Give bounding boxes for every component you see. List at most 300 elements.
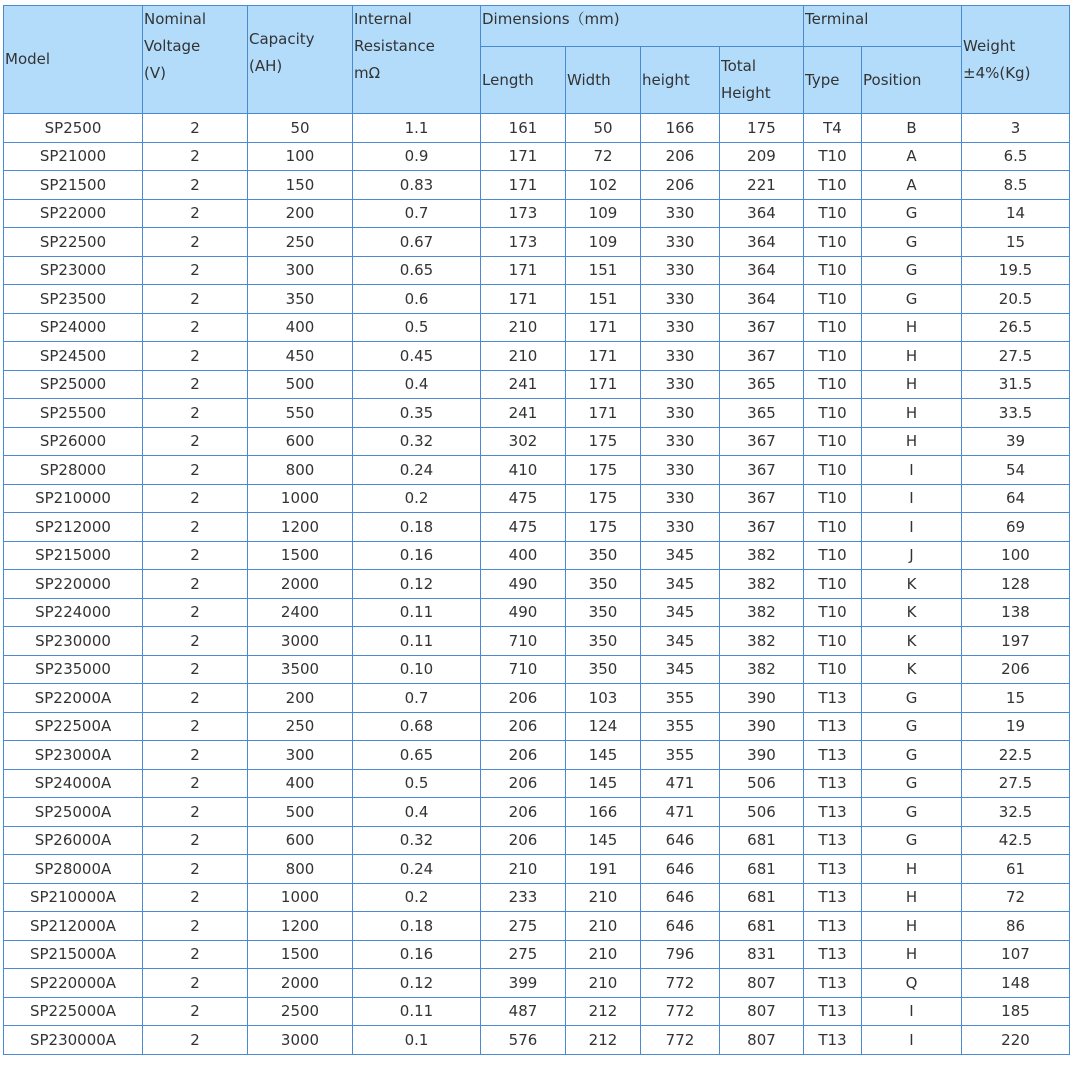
cell-nominal-voltage: 2: [143, 855, 248, 884]
table-row: [4, 741, 1070, 770]
cell-terminal-type: T10: [804, 256, 862, 285]
cell-total-height: 506: [720, 798, 804, 827]
header-internal-resistance: Internal Resistance mΩ: [353, 6, 481, 114]
cell-nominal-voltage: 2: [143, 456, 248, 485]
cell-model: SP22500: [4, 228, 143, 257]
cell-total-height: 681: [720, 883, 804, 912]
table-row: [4, 142, 1070, 171]
header-capacity: Capacity (AH): [248, 6, 353, 114]
cell-model: SP2500: [4, 114, 143, 143]
cell-internal-resistance: 0.7: [353, 199, 481, 228]
cell-length: 206: [481, 798, 566, 827]
cell-total-height: 681: [720, 912, 804, 941]
cell-height: 330: [641, 399, 720, 428]
cell-height: 471: [641, 769, 720, 798]
header-terminal: Terminal: [804, 6, 962, 47]
cell-terminal-position: G: [862, 798, 962, 827]
cell-length: 302: [481, 427, 566, 456]
cell-terminal-position: G: [862, 712, 962, 741]
cell-model: SP25000: [4, 370, 143, 399]
cell-height: 345: [641, 655, 720, 684]
cell-length: 241: [481, 370, 566, 399]
header-length: Length: [481, 47, 566, 114]
cell-width: 151: [566, 256, 641, 285]
cell-nominal-voltage: 2: [143, 1026, 248, 1055]
cell-terminal-position: G: [862, 684, 962, 713]
cell-height: 330: [641, 199, 720, 228]
table-header: [4, 6, 1070, 114]
cell-height: 330: [641, 256, 720, 285]
cell-model: SP230000: [4, 627, 143, 656]
table-row: [4, 456, 1070, 485]
cell-terminal-position: B: [862, 114, 962, 143]
cell-total-height: 367: [720, 427, 804, 456]
cell-internal-resistance: 0.11: [353, 997, 481, 1026]
cell-width: 191: [566, 855, 641, 884]
table-row: [4, 684, 1070, 713]
cell-capacity: 250: [248, 712, 353, 741]
cell-internal-resistance: 0.35: [353, 399, 481, 428]
cell-width: 166: [566, 798, 641, 827]
cell-model: SP210000: [4, 484, 143, 513]
cell-terminal-type: T10: [804, 285, 862, 314]
cell-terminal-type: T10: [804, 199, 862, 228]
cell-model: SP24500: [4, 342, 143, 371]
cell-width: 50: [566, 114, 641, 143]
cell-terminal-type: T10: [804, 484, 862, 513]
cell-total-height: 364: [720, 256, 804, 285]
header-model: Model: [4, 6, 143, 114]
cell-nominal-voltage: 2: [143, 997, 248, 1026]
cell-total-height: 364: [720, 199, 804, 228]
cell-internal-resistance: 0.24: [353, 456, 481, 485]
cell-weight: 26.5: [962, 313, 1070, 342]
cell-width: 145: [566, 741, 641, 770]
cell-capacity: 1500: [248, 940, 353, 969]
cell-terminal-type: T10: [804, 142, 862, 171]
cell-capacity: 2000: [248, 570, 353, 599]
cell-nominal-voltage: 2: [143, 826, 248, 855]
cell-width: 212: [566, 1026, 641, 1055]
cell-total-height: 807: [720, 969, 804, 998]
table-row: [4, 570, 1070, 599]
table-row: [4, 997, 1070, 1026]
cell-terminal-position: G: [862, 769, 962, 798]
header-terminal-type: Type: [804, 47, 862, 114]
cell-internal-resistance: 0.11: [353, 598, 481, 627]
cell-nominal-voltage: 2: [143, 427, 248, 456]
cell-internal-resistance: 1.1: [353, 114, 481, 143]
cell-length: 161: [481, 114, 566, 143]
cell-capacity: 200: [248, 684, 353, 713]
cell-length: 206: [481, 684, 566, 713]
cell-model: SP25000A: [4, 798, 143, 827]
cell-weight: 185: [962, 997, 1070, 1026]
cell-terminal-position: H: [862, 855, 962, 884]
cell-total-height: 367: [720, 342, 804, 371]
cell-terminal-position: H: [862, 370, 962, 399]
cell-terminal-position: K: [862, 598, 962, 627]
cell-weight: 14: [962, 199, 1070, 228]
cell-capacity: 150: [248, 171, 353, 200]
cell-terminal-type: T4: [804, 114, 862, 143]
cell-nominal-voltage: 2: [143, 741, 248, 770]
cell-terminal-type: T10: [804, 541, 862, 570]
cell-nominal-voltage: 2: [143, 513, 248, 542]
cell-nominal-voltage: 2: [143, 627, 248, 656]
cell-weight: 22.5: [962, 741, 1070, 770]
cell-height: 330: [641, 427, 720, 456]
header-dimensions: Dimensions（mm): [481, 6, 804, 47]
cell-terminal-type: T13: [804, 940, 862, 969]
cell-terminal-position: I: [862, 513, 962, 542]
cell-total-height: 367: [720, 513, 804, 542]
cell-nominal-voltage: 2: [143, 940, 248, 969]
cell-width: 171: [566, 342, 641, 371]
cell-weight: 6.5: [962, 142, 1070, 171]
cell-height: 772: [641, 1026, 720, 1055]
cell-length: 206: [481, 769, 566, 798]
cell-nominal-voltage: 2: [143, 142, 248, 171]
cell-nominal-voltage: 2: [143, 541, 248, 570]
cell-model: SP26000A: [4, 826, 143, 855]
cell-terminal-position: A: [862, 171, 962, 200]
cell-terminal-position: G: [862, 741, 962, 770]
cell-terminal-type: T13: [804, 1026, 862, 1055]
cell-height: 345: [641, 570, 720, 599]
cell-model: SP28000A: [4, 855, 143, 884]
cell-total-height: 365: [720, 370, 804, 399]
cell-height: 646: [641, 855, 720, 884]
cell-model: SP26000: [4, 427, 143, 456]
cell-internal-resistance: 0.16: [353, 940, 481, 969]
cell-capacity: 3000: [248, 627, 353, 656]
cell-width: 72: [566, 142, 641, 171]
cell-width: 171: [566, 370, 641, 399]
cell-model: SP230000A: [4, 1026, 143, 1055]
cell-capacity: 250: [248, 228, 353, 257]
cell-length: 173: [481, 199, 566, 228]
cell-model: SP25500: [4, 399, 143, 428]
cell-capacity: 300: [248, 741, 353, 770]
cell-weight: 61: [962, 855, 1070, 884]
table-row: [4, 712, 1070, 741]
cell-height: 646: [641, 826, 720, 855]
cell-capacity: 300: [248, 256, 353, 285]
cell-total-height: 681: [720, 855, 804, 884]
cell-nominal-voltage: 2: [143, 712, 248, 741]
cell-capacity: 200: [248, 199, 353, 228]
cell-length: 206: [481, 826, 566, 855]
table-row: [4, 826, 1070, 855]
cell-height: 330: [641, 313, 720, 342]
cell-length: 275: [481, 940, 566, 969]
cell-nominal-voltage: 2: [143, 199, 248, 228]
cell-nominal-voltage: 2: [143, 256, 248, 285]
cell-terminal-position: G: [862, 199, 962, 228]
cell-internal-resistance: 0.24: [353, 855, 481, 884]
cell-model: SP215000A: [4, 940, 143, 969]
table-row: [4, 855, 1070, 884]
cell-nominal-voltage: 2: [143, 598, 248, 627]
cell-weight: 20.5: [962, 285, 1070, 314]
cell-width: 175: [566, 513, 641, 542]
cell-height: 330: [641, 342, 720, 371]
table-row: [4, 313, 1070, 342]
cell-total-height: 807: [720, 997, 804, 1026]
table-row: [4, 199, 1070, 228]
cell-capacity: 1000: [248, 484, 353, 513]
cell-nominal-voltage: 2: [143, 171, 248, 200]
cell-terminal-type: T10: [804, 370, 862, 399]
cell-terminal-position: K: [862, 570, 962, 599]
cell-terminal-position: H: [862, 313, 962, 342]
cell-terminal-type: T13: [804, 712, 862, 741]
table-row: [4, 171, 1070, 200]
table-row: [4, 769, 1070, 798]
cell-total-height: 367: [720, 313, 804, 342]
cell-internal-resistance: 0.65: [353, 741, 481, 770]
cell-internal-resistance: 0.68: [353, 712, 481, 741]
cell-nominal-voltage: 2: [143, 399, 248, 428]
cell-weight: 148: [962, 969, 1070, 998]
cell-model: SP23500: [4, 285, 143, 314]
cell-capacity: 50: [248, 114, 353, 143]
cell-height: 772: [641, 997, 720, 1026]
cell-nominal-voltage: 2: [143, 484, 248, 513]
cell-capacity: 400: [248, 769, 353, 798]
table-row: [4, 513, 1070, 542]
cell-internal-resistance: 0.5: [353, 769, 481, 798]
cell-model: SP212000: [4, 513, 143, 542]
cell-terminal-type: T10: [804, 598, 862, 627]
table-row: [4, 228, 1070, 257]
cell-internal-resistance: 0.6: [353, 285, 481, 314]
cell-width: 175: [566, 427, 641, 456]
cell-nominal-voltage: 2: [143, 228, 248, 257]
cell-capacity: 2400: [248, 598, 353, 627]
cell-internal-resistance: 0.7: [353, 684, 481, 713]
cell-internal-resistance: 0.18: [353, 912, 481, 941]
cell-weight: 220: [962, 1026, 1070, 1055]
cell-capacity: 2000: [248, 969, 353, 998]
cell-total-height: 365: [720, 399, 804, 428]
cell-length: 475: [481, 484, 566, 513]
cell-model: SP225000A: [4, 997, 143, 1026]
cell-width: 175: [566, 456, 641, 485]
header-row-1: [4, 6, 1070, 47]
table-row: [4, 1026, 1070, 1055]
cell-internal-resistance: 0.32: [353, 826, 481, 855]
table-row: [4, 114, 1070, 143]
cell-model: SP220000A: [4, 969, 143, 998]
cell-width: 210: [566, 883, 641, 912]
cell-total-height: 367: [720, 484, 804, 513]
cell-weight: 39: [962, 427, 1070, 456]
cell-model: SP235000: [4, 655, 143, 684]
cell-length: 399: [481, 969, 566, 998]
cell-length: 576: [481, 1026, 566, 1055]
cell-terminal-type: T13: [804, 826, 862, 855]
cell-capacity: 2500: [248, 997, 353, 1026]
cell-internal-resistance: 0.2: [353, 484, 481, 513]
cell-total-height: 209: [720, 142, 804, 171]
cell-weight: 27.5: [962, 342, 1070, 371]
cell-internal-resistance: 0.32: [353, 427, 481, 456]
cell-length: 173: [481, 228, 566, 257]
cell-length: 171: [481, 256, 566, 285]
table-row: [4, 940, 1070, 969]
cell-model: SP21500: [4, 171, 143, 200]
cell-length: 410: [481, 456, 566, 485]
cell-internal-resistance: 0.5: [353, 313, 481, 342]
cell-internal-resistance: 0.65: [353, 256, 481, 285]
cell-length: 400: [481, 541, 566, 570]
cell-weight: 19: [962, 712, 1070, 741]
cell-total-height: 807: [720, 1026, 804, 1055]
cell-length: 233: [481, 883, 566, 912]
cell-height: 796: [641, 940, 720, 969]
cell-total-height: 390: [720, 741, 804, 770]
cell-internal-resistance: 0.16: [353, 541, 481, 570]
cell-height: 345: [641, 541, 720, 570]
table-body: [4, 114, 1070, 1055]
cell-length: 241: [481, 399, 566, 428]
cell-nominal-voltage: 2: [143, 313, 248, 342]
table-row: [4, 285, 1070, 314]
cell-weight: 31.5: [962, 370, 1070, 399]
cell-total-height: 221: [720, 171, 804, 200]
table-row: [4, 399, 1070, 428]
cell-length: 490: [481, 598, 566, 627]
table-row: [4, 598, 1070, 627]
cell-weight: 15: [962, 228, 1070, 257]
cell-terminal-position: H: [862, 940, 962, 969]
cell-terminal-type: T10: [804, 399, 862, 428]
cell-width: 171: [566, 313, 641, 342]
cell-nominal-voltage: 2: [143, 655, 248, 684]
header-width: Width: [566, 47, 641, 114]
cell-nominal-voltage: 2: [143, 969, 248, 998]
table-row: [4, 627, 1070, 656]
cell-width: 124: [566, 712, 641, 741]
cell-capacity: 1200: [248, 912, 353, 941]
cell-width: 151: [566, 285, 641, 314]
cell-width: 145: [566, 826, 641, 855]
cell-height: 206: [641, 142, 720, 171]
cell-weight: 3: [962, 114, 1070, 143]
cell-terminal-type: T10: [804, 171, 862, 200]
cell-terminal-position: H: [862, 883, 962, 912]
cell-height: 646: [641, 912, 720, 941]
cell-model: SP23000: [4, 256, 143, 285]
cell-capacity: 450: [248, 342, 353, 371]
cell-model: SP24000: [4, 313, 143, 342]
cell-nominal-voltage: 2: [143, 114, 248, 143]
cell-internal-resistance: 0.1: [353, 1026, 481, 1055]
table-row: [4, 484, 1070, 513]
cell-width: 171: [566, 399, 641, 428]
cell-total-height: 382: [720, 655, 804, 684]
cell-total-height: 506: [720, 769, 804, 798]
cell-length: 171: [481, 142, 566, 171]
cell-width: 102: [566, 171, 641, 200]
cell-height: 345: [641, 598, 720, 627]
cell-terminal-position: H: [862, 912, 962, 941]
cell-nominal-voltage: 2: [143, 798, 248, 827]
cell-capacity: 500: [248, 370, 353, 399]
cell-width: 350: [566, 598, 641, 627]
cell-height: 646: [641, 883, 720, 912]
cell-height: 330: [641, 370, 720, 399]
cell-model: SP224000: [4, 598, 143, 627]
cell-model: SP220000: [4, 570, 143, 599]
cell-model: SP21000: [4, 142, 143, 171]
cell-length: 171: [481, 285, 566, 314]
cell-width: 145: [566, 769, 641, 798]
cell-total-height: 382: [720, 627, 804, 656]
cell-model: SP22500A: [4, 712, 143, 741]
cell-nominal-voltage: 2: [143, 342, 248, 371]
cell-weight: 86: [962, 912, 1070, 941]
cell-terminal-position: I: [862, 997, 962, 1026]
cell-capacity: 600: [248, 427, 353, 456]
cell-internal-resistance: 0.12: [353, 570, 481, 599]
table-row: [4, 342, 1070, 371]
cell-terminal-position: H: [862, 342, 962, 371]
table-row: [4, 256, 1070, 285]
cell-terminal-position: G: [862, 285, 962, 314]
cell-internal-resistance: 0.45: [353, 342, 481, 371]
cell-capacity: 600: [248, 826, 353, 855]
cell-capacity: 1000: [248, 883, 353, 912]
cell-width: 109: [566, 199, 641, 228]
cell-model: SP22000A: [4, 684, 143, 713]
cell-weight: 54: [962, 456, 1070, 485]
cell-capacity: 350: [248, 285, 353, 314]
table-row: [4, 370, 1070, 399]
cell-terminal-type: T10: [804, 655, 862, 684]
cell-terminal-position: H: [862, 427, 962, 456]
cell-nominal-voltage: 2: [143, 370, 248, 399]
cell-weight: 107: [962, 940, 1070, 969]
header-height: height: [641, 47, 720, 114]
cell-model: SP210000A: [4, 883, 143, 912]
cell-capacity: 550: [248, 399, 353, 428]
cell-internal-resistance: 0.2: [353, 883, 481, 912]
battery-spec-table: [3, 5, 1070, 1055]
cell-terminal-position: G: [862, 228, 962, 257]
cell-total-height: 390: [720, 712, 804, 741]
table-row: [4, 969, 1070, 998]
table-row: [4, 541, 1070, 570]
cell-total-height: 175: [720, 114, 804, 143]
cell-weight: 100: [962, 541, 1070, 570]
cell-height: 355: [641, 684, 720, 713]
cell-width: 350: [566, 655, 641, 684]
cell-weight: 69: [962, 513, 1070, 542]
cell-internal-resistance: 0.9: [353, 142, 481, 171]
cell-capacity: 100: [248, 142, 353, 171]
cell-terminal-position: K: [862, 655, 962, 684]
table-row: [4, 798, 1070, 827]
cell-nominal-voltage: 2: [143, 912, 248, 941]
cell-width: 210: [566, 912, 641, 941]
cell-weight: 138: [962, 598, 1070, 627]
cell-terminal-position: A: [862, 142, 962, 171]
cell-height: 330: [641, 228, 720, 257]
cell-internal-resistance: 0.10: [353, 655, 481, 684]
